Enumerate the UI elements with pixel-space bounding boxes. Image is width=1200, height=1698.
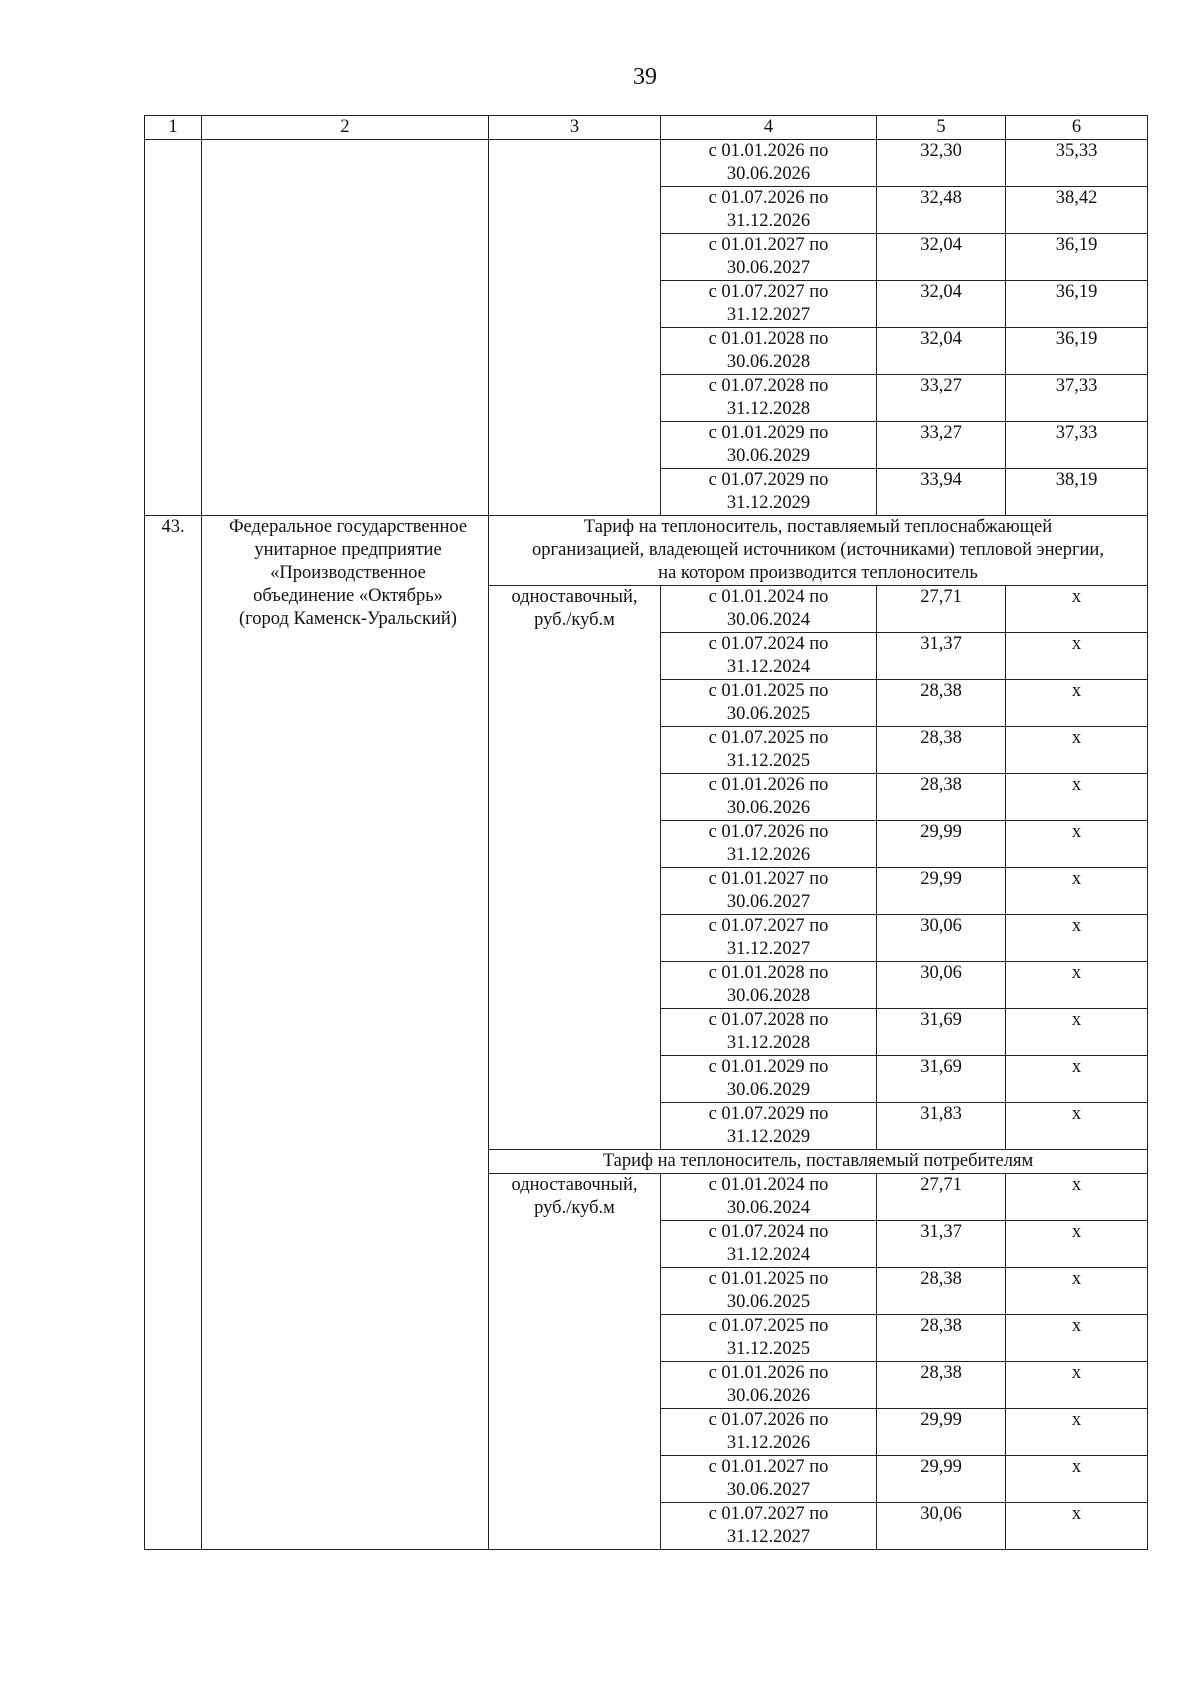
tariff-value: 29,99 <box>877 868 1006 915</box>
organization-line: «Производственное <box>270 563 426 583</box>
period-cell <box>661 1362 877 1409</box>
period-cell <box>661 1503 877 1550</box>
period-line: 30.06.2029 <box>726 446 811 466</box>
column-number: 4 <box>661 116 877 140</box>
tariff-section-title <box>489 516 1148 586</box>
organization-line: Федеральное государственное <box>228 517 468 537</box>
period-line: 30.06.2027 <box>726 1480 811 1500</box>
period-cell <box>661 868 877 915</box>
tariff-value: 30,06 <box>877 962 1006 1009</box>
tariff-value: 31,69 <box>877 1009 1006 1056</box>
period-line: с 01.07.2027 по <box>708 916 829 936</box>
period-line: 30.06.2026 <box>726 798 811 818</box>
tariff-value-vat: x <box>1006 680 1148 727</box>
period-line: с 01.01.2024 по <box>708 587 829 607</box>
period-line: с 01.07.2026 по <box>708 822 829 842</box>
period-line: с 01.01.2025 по <box>708 681 829 701</box>
tariff-value-vat: x <box>1006 1409 1148 1456</box>
period-line: 31.12.2027 <box>726 305 811 325</box>
period-line: 31.12.2024 <box>726 657 811 677</box>
tariff-value: 33,27 <box>877 422 1006 469</box>
tariff-value-vat: x <box>1006 821 1148 868</box>
period-cell <box>661 1409 877 1456</box>
column-number: 5 <box>877 116 1006 140</box>
tariff-value-vat: x <box>1006 868 1148 915</box>
period-line: 30.06.2025 <box>726 1292 811 1312</box>
tariff-value: 32,04 <box>877 281 1006 328</box>
period-line: 30.06.2025 <box>726 704 811 724</box>
tariff-value: 28,38 <box>877 1268 1006 1315</box>
tariff-value: 31,37 <box>877 633 1006 680</box>
period-cell <box>661 187 877 234</box>
section-title-line: Тариф на теплоноситель, поставляемый теплоснабжающей <box>583 517 1053 537</box>
tariff-value: 27,71 <box>877 1174 1006 1221</box>
period-line: с 01.07.2024 по <box>708 634 829 654</box>
column-number: 2 <box>202 116 489 140</box>
organization-line: (город Каменск-Уральский) <box>239 609 457 629</box>
period-cell <box>661 1268 877 1315</box>
tariff-value-vat: x <box>1006 915 1148 962</box>
tariff-value: 28,38 <box>877 1315 1006 1362</box>
period-cell <box>661 1221 877 1268</box>
period-line: 31.12.2024 <box>726 1245 811 1265</box>
tariff-type <box>489 586 661 1150</box>
tariff-value-vat: 37,33 <box>1006 422 1148 469</box>
row-index: 43. <box>145 516 202 1550</box>
tariff-value-vat: x <box>1006 1056 1148 1103</box>
period-line: с 01.01.2029 по <box>708 1057 829 1077</box>
tariff-value: 32,04 <box>877 234 1006 281</box>
tariff-type-line: руб./куб.м <box>534 1198 615 1218</box>
column-number: 3 <box>489 116 661 140</box>
column-number: 1 <box>145 116 202 140</box>
period-line: 31.12.2029 <box>726 1127 811 1147</box>
tariff-value: 31,69 <box>877 1056 1006 1103</box>
tariff-value: 28,38 <box>877 680 1006 727</box>
period-line: с 01.01.2027 по <box>708 1457 829 1477</box>
period-cell <box>661 680 877 727</box>
tariff-value: 33,27 <box>877 375 1006 422</box>
period-cell <box>661 821 877 868</box>
period-line: с 01.07.2027 по <box>708 282 829 302</box>
period-line: с 01.07.2029 по <box>708 470 829 490</box>
period-line: 30.06.2026 <box>726 164 811 184</box>
tariff-value: 31,83 <box>877 1103 1006 1150</box>
period-line: 31.12.2026 <box>726 211 811 231</box>
period-line: 30.06.2026 <box>726 1386 811 1406</box>
tariff-value: 29,99 <box>877 821 1006 868</box>
period-line: 31.12.2026 <box>726 1433 811 1453</box>
index-cell-empty <box>145 140 202 516</box>
period-cell <box>661 633 877 680</box>
period-cell <box>661 422 877 469</box>
period-line: с 01.07.2029 по <box>708 1104 829 1124</box>
period-cell <box>661 727 877 774</box>
organization-line: объединение «Октябрь» <box>253 586 443 606</box>
tariff-value-vat: 38,19 <box>1006 469 1148 516</box>
column-number: 6 <box>1006 116 1148 140</box>
tariff-value-vat: x <box>1006 774 1148 821</box>
period-line: 31.12.2027 <box>726 939 811 959</box>
tariff-value: 28,38 <box>877 727 1006 774</box>
period-line: 30.06.2027 <box>726 258 811 278</box>
tariff-value: 30,06 <box>877 1503 1006 1550</box>
period-cell <box>661 774 877 821</box>
tariff-type-line: руб./куб.м <box>534 610 615 630</box>
period-line: 31.12.2025 <box>726 1339 811 1359</box>
period-line: с 01.07.2026 по <box>708 1410 829 1430</box>
tariff-value-vat: x <box>1006 1103 1148 1150</box>
tariff-value-vat: 36,19 <box>1006 281 1148 328</box>
period-line: 31.12.2027 <box>726 1527 811 1547</box>
period-line: с 01.01.2026 по <box>708 775 829 795</box>
period-line: с 01.07.2025 по <box>708 1316 829 1336</box>
tariff-value-vat: x <box>1006 1456 1148 1503</box>
period-cell <box>661 915 877 962</box>
period-line: с 01.07.2028 по <box>708 1010 829 1030</box>
tariff-type-line: одноставочный, <box>511 587 638 607</box>
tariff-value: 29,99 <box>877 1409 1006 1456</box>
tariff-value: 32,30 <box>877 140 1006 187</box>
tariff-value: 28,38 <box>877 774 1006 821</box>
tariff-value: 30,06 <box>877 915 1006 962</box>
tariff-value: 27,71 <box>877 586 1006 633</box>
period-line: с 01.01.2026 по <box>708 141 829 161</box>
tariff-table <box>144 115 1148 1550</box>
period-line: с 01.01.2028 по <box>708 963 829 983</box>
period-cell <box>661 1009 877 1056</box>
tariff-value-vat: x <box>1006 1503 1148 1550</box>
period-cell <box>661 328 877 375</box>
tariff-value-vat: x <box>1006 1174 1148 1221</box>
tariff-value: 33,94 <box>877 469 1006 516</box>
tariff-value-vat: 38,42 <box>1006 187 1148 234</box>
tariff-type <box>489 1174 661 1550</box>
period-cell <box>661 586 877 633</box>
period-cell <box>661 469 877 516</box>
period-line: 31.12.2026 <box>726 845 811 865</box>
table-row <box>145 140 1148 187</box>
period-line: 30.06.2024 <box>726 1198 811 1218</box>
tariff-value: 29,99 <box>877 1456 1006 1503</box>
period-line: с 01.01.2026 по <box>708 1363 829 1383</box>
period-cell <box>661 1174 877 1221</box>
period-line: с 01.01.2028 по <box>708 329 829 349</box>
period-line: с 01.07.2025 по <box>708 728 829 748</box>
period-cell <box>661 1315 877 1362</box>
period-cell <box>661 962 877 1009</box>
tariff-value-vat: 35,33 <box>1006 140 1148 187</box>
period-line: с 01.01.2027 по <box>708 235 829 255</box>
tariff-value-vat: x <box>1006 1268 1148 1315</box>
period-cell <box>661 1056 877 1103</box>
period-cell <box>661 281 877 328</box>
tariff-value: 32,48 <box>877 187 1006 234</box>
period-line: с 01.01.2029 по <box>708 423 829 443</box>
type-cell-empty <box>489 140 661 516</box>
period-line: с 01.01.2027 по <box>708 869 829 889</box>
tariff-value-vat: 36,19 <box>1006 328 1148 375</box>
tariff-value-vat: x <box>1006 1009 1148 1056</box>
period-cell <box>661 375 877 422</box>
tariff-value-vat: x <box>1006 586 1148 633</box>
period-line: с 01.07.2026 по <box>708 188 829 208</box>
period-line: 30.06.2028 <box>726 986 811 1006</box>
period-line: 31.12.2028 <box>726 399 811 419</box>
tariff-value-vat: x <box>1006 962 1148 1009</box>
column-number-row <box>145 116 1148 140</box>
tariff-value-vat: x <box>1006 1221 1148 1268</box>
period-line: с 01.07.2028 по <box>708 376 829 396</box>
tariff-value-vat: x <box>1006 727 1148 774</box>
tariff-value-vat: x <box>1006 1315 1148 1362</box>
section-title-line: на котором производится теплоноситель <box>658 563 978 583</box>
period-cell <box>661 140 877 187</box>
page-number: 39 <box>633 64 657 90</box>
tariff-value-vat: x <box>1006 633 1148 680</box>
period-line: 30.06.2029 <box>726 1080 811 1100</box>
period-line: 30.06.2027 <box>726 892 811 912</box>
period-line: 30.06.2028 <box>726 352 811 372</box>
period-line: 31.12.2029 <box>726 493 811 513</box>
period-line: 30.06.2024 <box>726 610 811 630</box>
organization-line: унитарное предприятие <box>254 540 442 560</box>
period-cell <box>661 1456 877 1503</box>
tariff-value: 32,04 <box>877 328 1006 375</box>
organization-name <box>202 516 489 1550</box>
period-line: с 01.07.2027 по <box>708 1504 829 1524</box>
period-line: с 01.07.2024 по <box>708 1222 829 1242</box>
tariff-value-vat: x <box>1006 1362 1148 1409</box>
period-line: с 01.01.2025 по <box>708 1269 829 1289</box>
tariff-value: 31,37 <box>877 1221 1006 1268</box>
period-cell <box>661 234 877 281</box>
period-line: 31.12.2028 <box>726 1033 811 1053</box>
period-line: 31.12.2025 <box>726 751 811 771</box>
tariff-value-vat: 37,33 <box>1006 375 1148 422</box>
period-cell <box>661 1103 877 1150</box>
tariff-section-title: Тариф на теплоноситель, поставляемый потребителям <box>489 1150 1148 1174</box>
tariff-type-line: одноставочный, <box>511 1175 638 1195</box>
section-title-line: организацией, владеющей источником (источниками) тепловой энергии, <box>532 540 1104 560</box>
tariff-value-vat: 36,19 <box>1006 234 1148 281</box>
organization-cell-empty <box>202 140 489 516</box>
period-line: с 01.01.2024 по <box>708 1175 829 1195</box>
table-row <box>145 516 1148 586</box>
tariff-value: 28,38 <box>877 1362 1006 1409</box>
